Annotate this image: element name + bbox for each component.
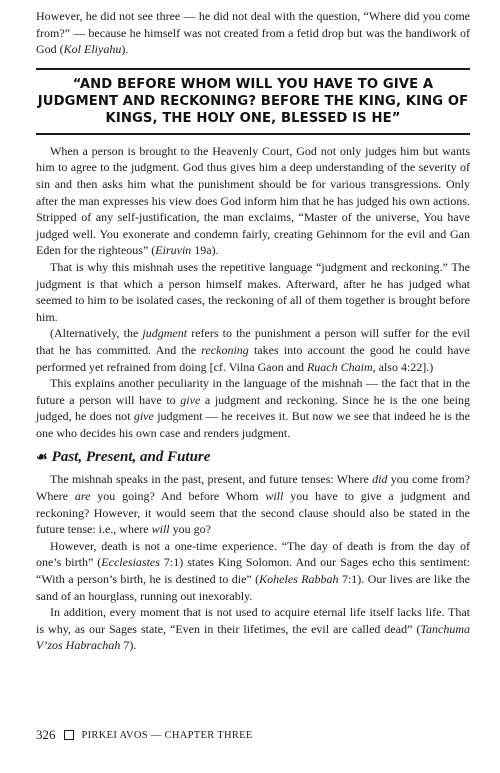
source-citation: Koheles Rabbah [259,572,339,587]
heading-text: “AND BEFORE WHOM WILL YOU HAVE TO GIVE A JUDGMENT AND RECKONING? BEFORE THE KING, KING OF KINGS, THE HOLY ONE, BLESSED IS HE” [37,76,469,126]
source-citation: Tanchuma V’zos Habrachah [36,621,470,653]
section-ornament-icon: ☙ [36,449,48,465]
term: judgment [142,326,188,341]
source-citation: Eiruvin [155,243,192,258]
paragraph: When a person is brought to the Heavenly Court, God not only judges him but wants him to agree to the judgment. God thus gives him a deep understanding of the severity of sin and then asks him what the punishment should be for various transgressions. Only after the man expresses his view does God inform him that he has judged his own actions. Stripped of any self-justification, the man exclaims, “Master of the universe, You have judged well. You exonerate and condemn fairly, creating Gehinnom for the evil and Gan Eden for the righteous” (Eiruvin 19a). [36,143,470,258]
section-title: Past, Present, and Future [51,449,211,466]
square-ornament-icon [64,730,74,740]
intro-paragraph: However, he did not see three — he did not deal with the question, “Where did you come from?” — because he himself was not created from a fetid drop but was the handiwork of God (Kol Eliyahu). [36,9,470,57]
paragraph: (Alternatively, the judgment refers to the punishment a person will suffer for the evil that he has committed. And the reckoning takes into account the good he could have performed yet refrained from doing [cf. Vilna Gaon and Ruach Chaim, also 4:22].) [36,326,471,374]
running-head: PIRKEI AVOS — CHAPTER THREE [81,729,253,741]
paragraph: The mishnah speaks in the past, present, and future tenses: Where did you come from? Where are you going? And before Whom will you have to give a judgment and reckoning? However, it would seem that the second clause should also be stated in the future tense: i.e., where will you go? [36,472,471,537]
mishnah-quote-heading [36,68,470,135]
paragraph: This explains another peculiarity in the language of the mishnah — the fact that in the future a person will have to give a judgment and reckoning. Since he is the one being judged, he does not give judgment — he receives it. But now we see that indeed he is the one who decides his own case and renders judgment. [36,376,470,440]
source-citation: Ecclesiastes [101,555,160,570]
paragraph: However, death is not a one-time experience. “The day of death is from the day of one’s birth” (Ecclesiastes 7:1) states King Solomon. And our Sages echo this sentiment: “With a person’s birth, he is destined to die” (Koheles Rabbah 7:1). Our lives are like the sand of an hourglass, running out inexorably. [36,538,471,603]
source-citation: Kol Eliyahu [63,42,122,57]
term: reckoning [201,342,249,357]
paragraph: In addition, every moment that is not used to acquire eternal life itself lacks life. That is why, as our Sages state, “Even in their lifetimes, the evil are called dead” (Tanchuma V’zos Habrachah 7). [36,605,470,653]
page-body [36,8,470,654]
page-footer [36,727,470,743]
page-number: 326 [36,727,56,742]
paragraph: That is why this mishnah uses the repetitive language “judgment and reckoning.” The judgment is that which a person himself makes. Afterward, after he has judged what seemed to him to be isolated cases, the reckoning of all of them together is brought before him. [36,259,470,324]
section-heading [36,447,470,467]
source-citation: Ruach Chaim, [306,359,376,374]
